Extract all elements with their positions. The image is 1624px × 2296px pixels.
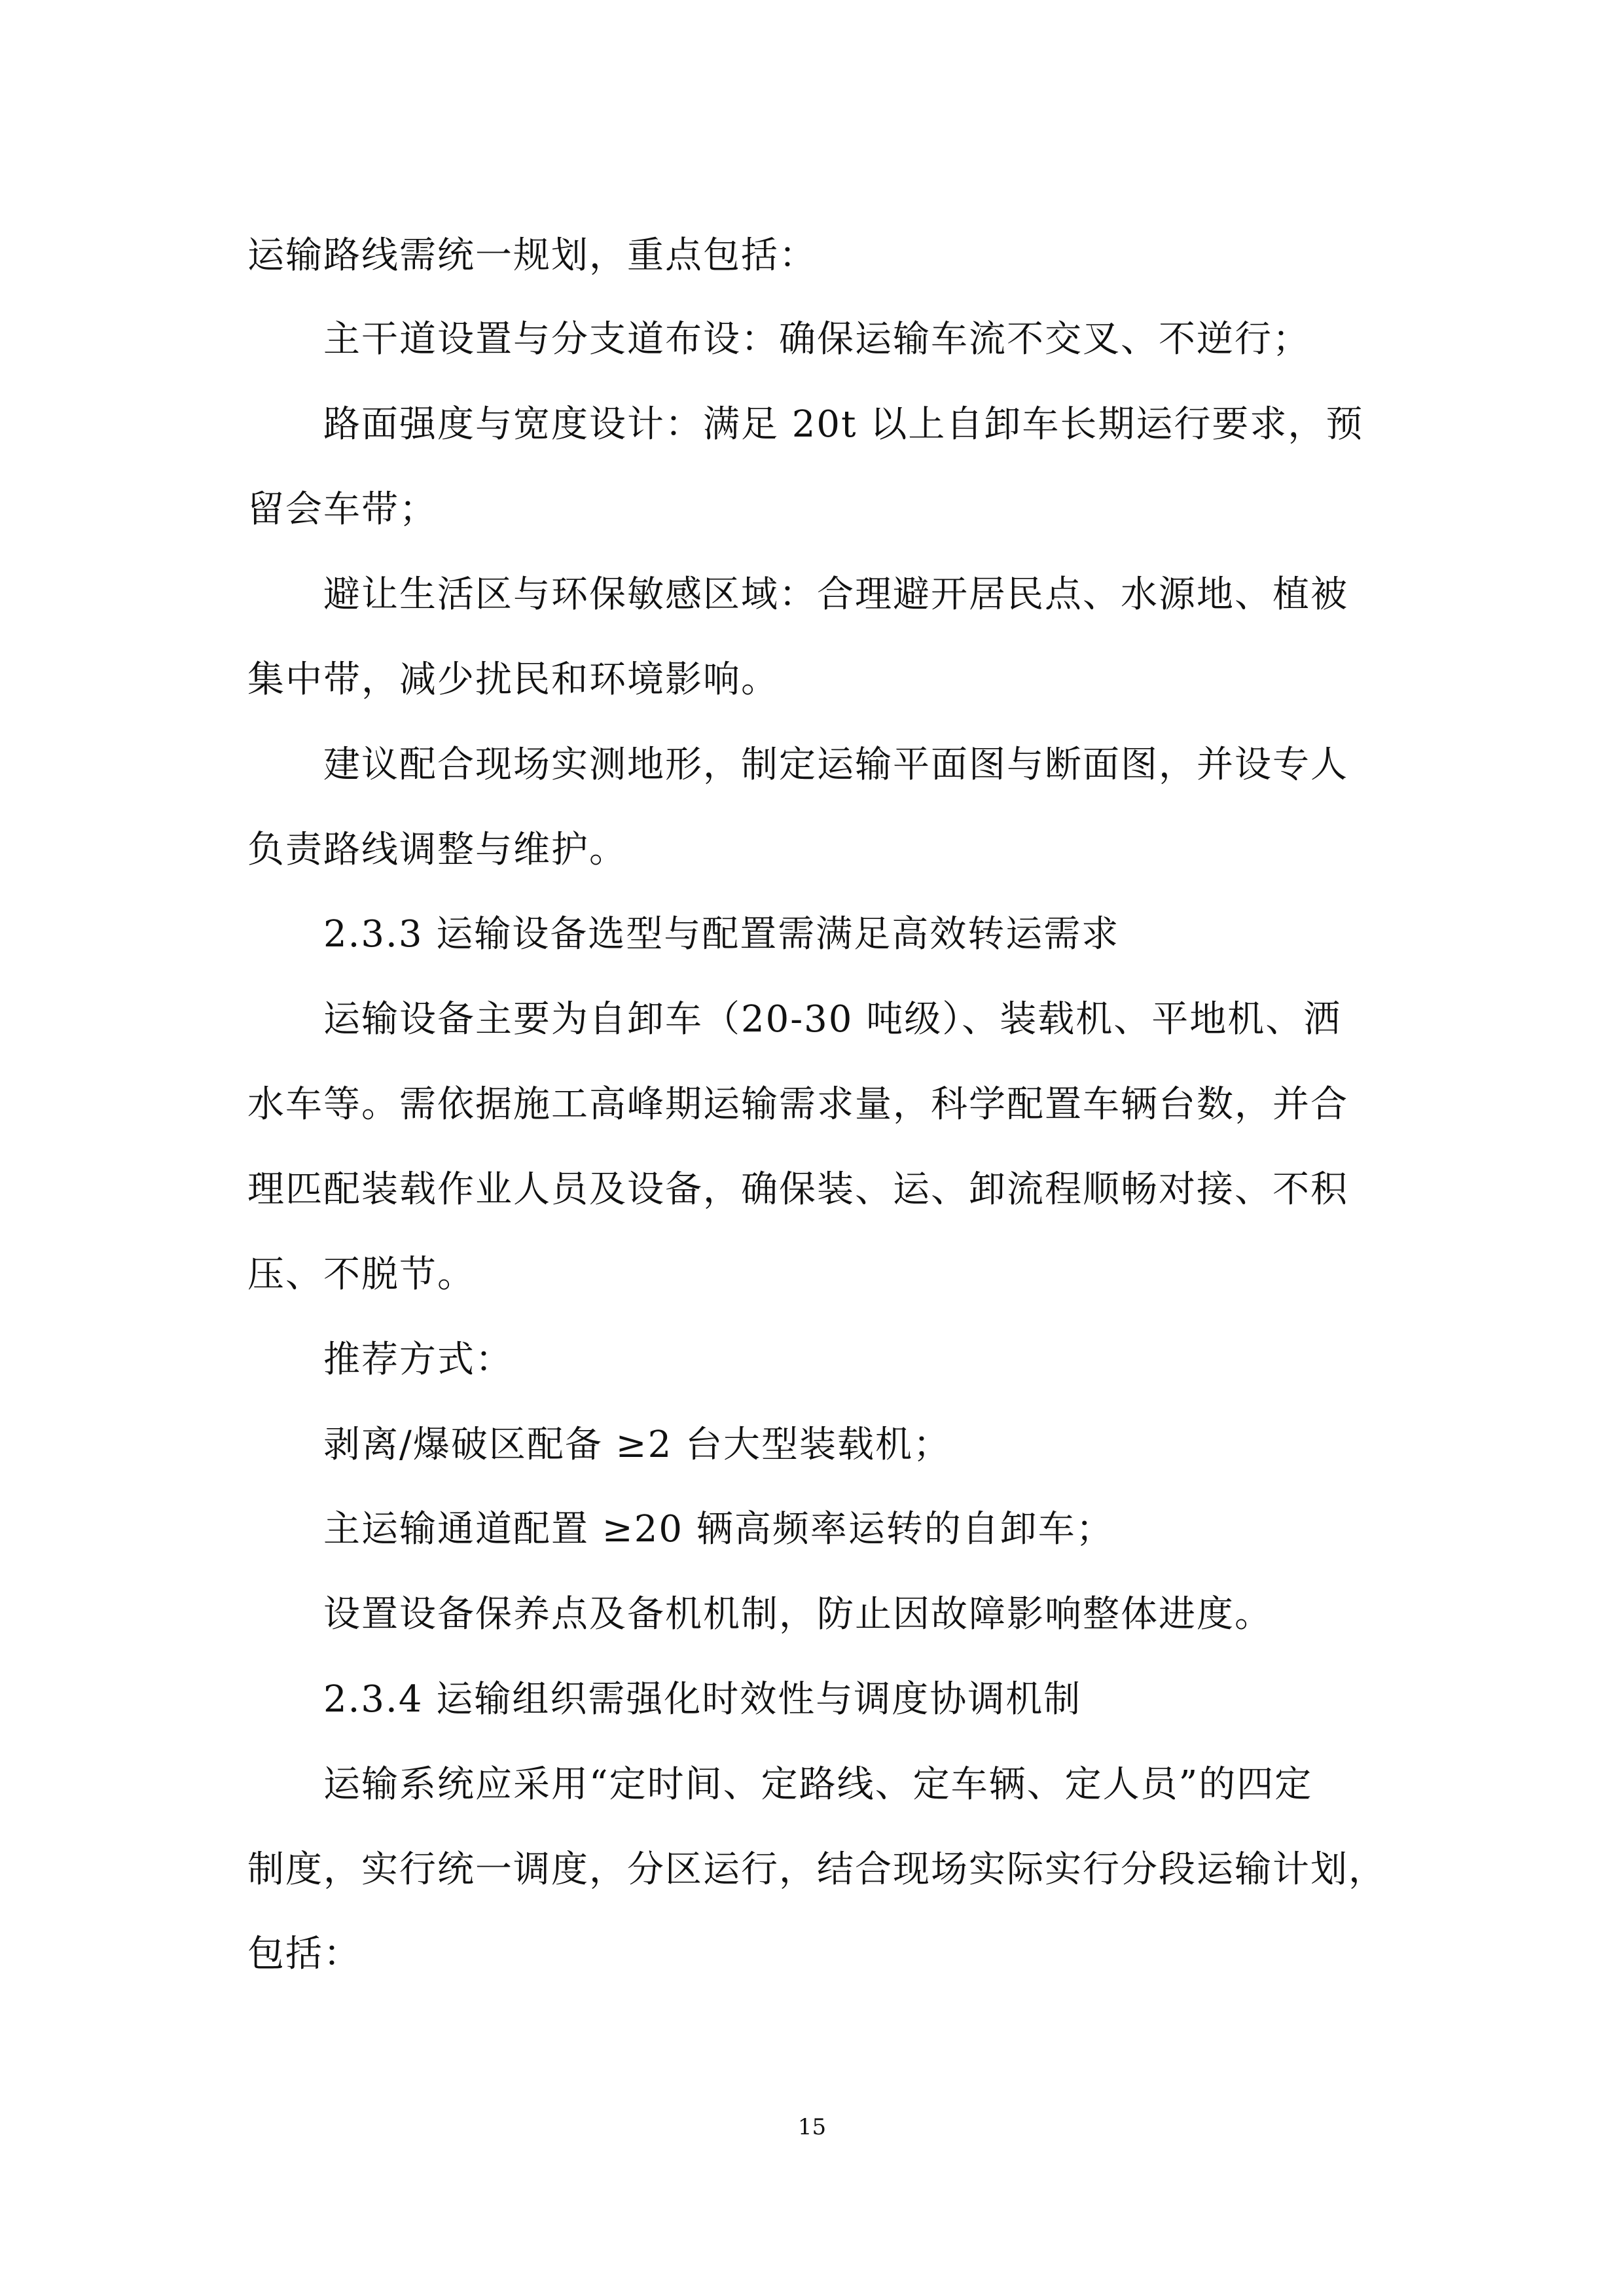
text-line-10: 运输设备主要为自卸车（20-30 吨级）、装载机、平地机、洒 — [323, 998, 1342, 1041]
text-line-16: 主运输通道配置 ≥20 辆高频率运转的自卸车； — [323, 1508, 1114, 1551]
section-heading-2-3-4: 2.3.4 运输组织需强化时效性与调度协调机制 — [323, 1678, 1082, 1721]
section-heading-2-3-3: 2.3.3 运输设备选型与配置需满足高效转运需求 — [323, 913, 1120, 956]
text-line-15: 剥离/爆破区配备 ≥2 台大型装载机； — [323, 1424, 952, 1466]
text-line-17: 设置设备保养点及备机机制，防止因故障影响整体进度。 — [323, 1593, 1272, 1636]
text-line-1: 运输路线需统一规划，重点包括： — [247, 234, 817, 277]
text-line-21: 包括： — [247, 1933, 361, 1975]
text-line-12: 理匹配装载作业人员及设备，确保装、运、卸流程顺畅对接、不积 — [247, 1168, 1348, 1211]
text-line-7: 建议配合现场实测地形，制定运输平面图与断面图，并设专人 — [323, 744, 1348, 786]
text-line-4: 留会车带； — [247, 488, 437, 531]
text-line-13: 压、不脱节。 — [247, 1253, 475, 1296]
text-line-2: 主干道设置与分支道布设：确保运输车流不交叉、不逆行； — [323, 318, 1310, 361]
text-line-3: 路面强度与宽度设计：满足 20t 以上自卸车长期运行要求，预 — [323, 403, 1364, 446]
text-line-8: 负责路线调整与维护。 — [247, 829, 627, 871]
text-line-5: 避让生活区与环保敏感区域：合理避开居民点、水源地、植被 — [323, 573, 1348, 616]
page-number: 15 — [797, 2114, 827, 2140]
text-line-6: 集中带，减少扰民和环境影响。 — [247, 658, 779, 701]
text-line-11: 水车等。需依据施工高峰期运输需求量，科学配置车辆台数，并合 — [247, 1083, 1348, 1126]
text-line-14: 推荐方式： — [323, 1338, 513, 1381]
text-line-19: 运输系统应采用“定时间、定路线、定车辆、定人员”的四定 — [323, 1763, 1313, 1806]
text-line-20: 制度，实行统一调度，分区运行，结合现场实际实行分段运输计划， — [247, 1848, 1386, 1891]
